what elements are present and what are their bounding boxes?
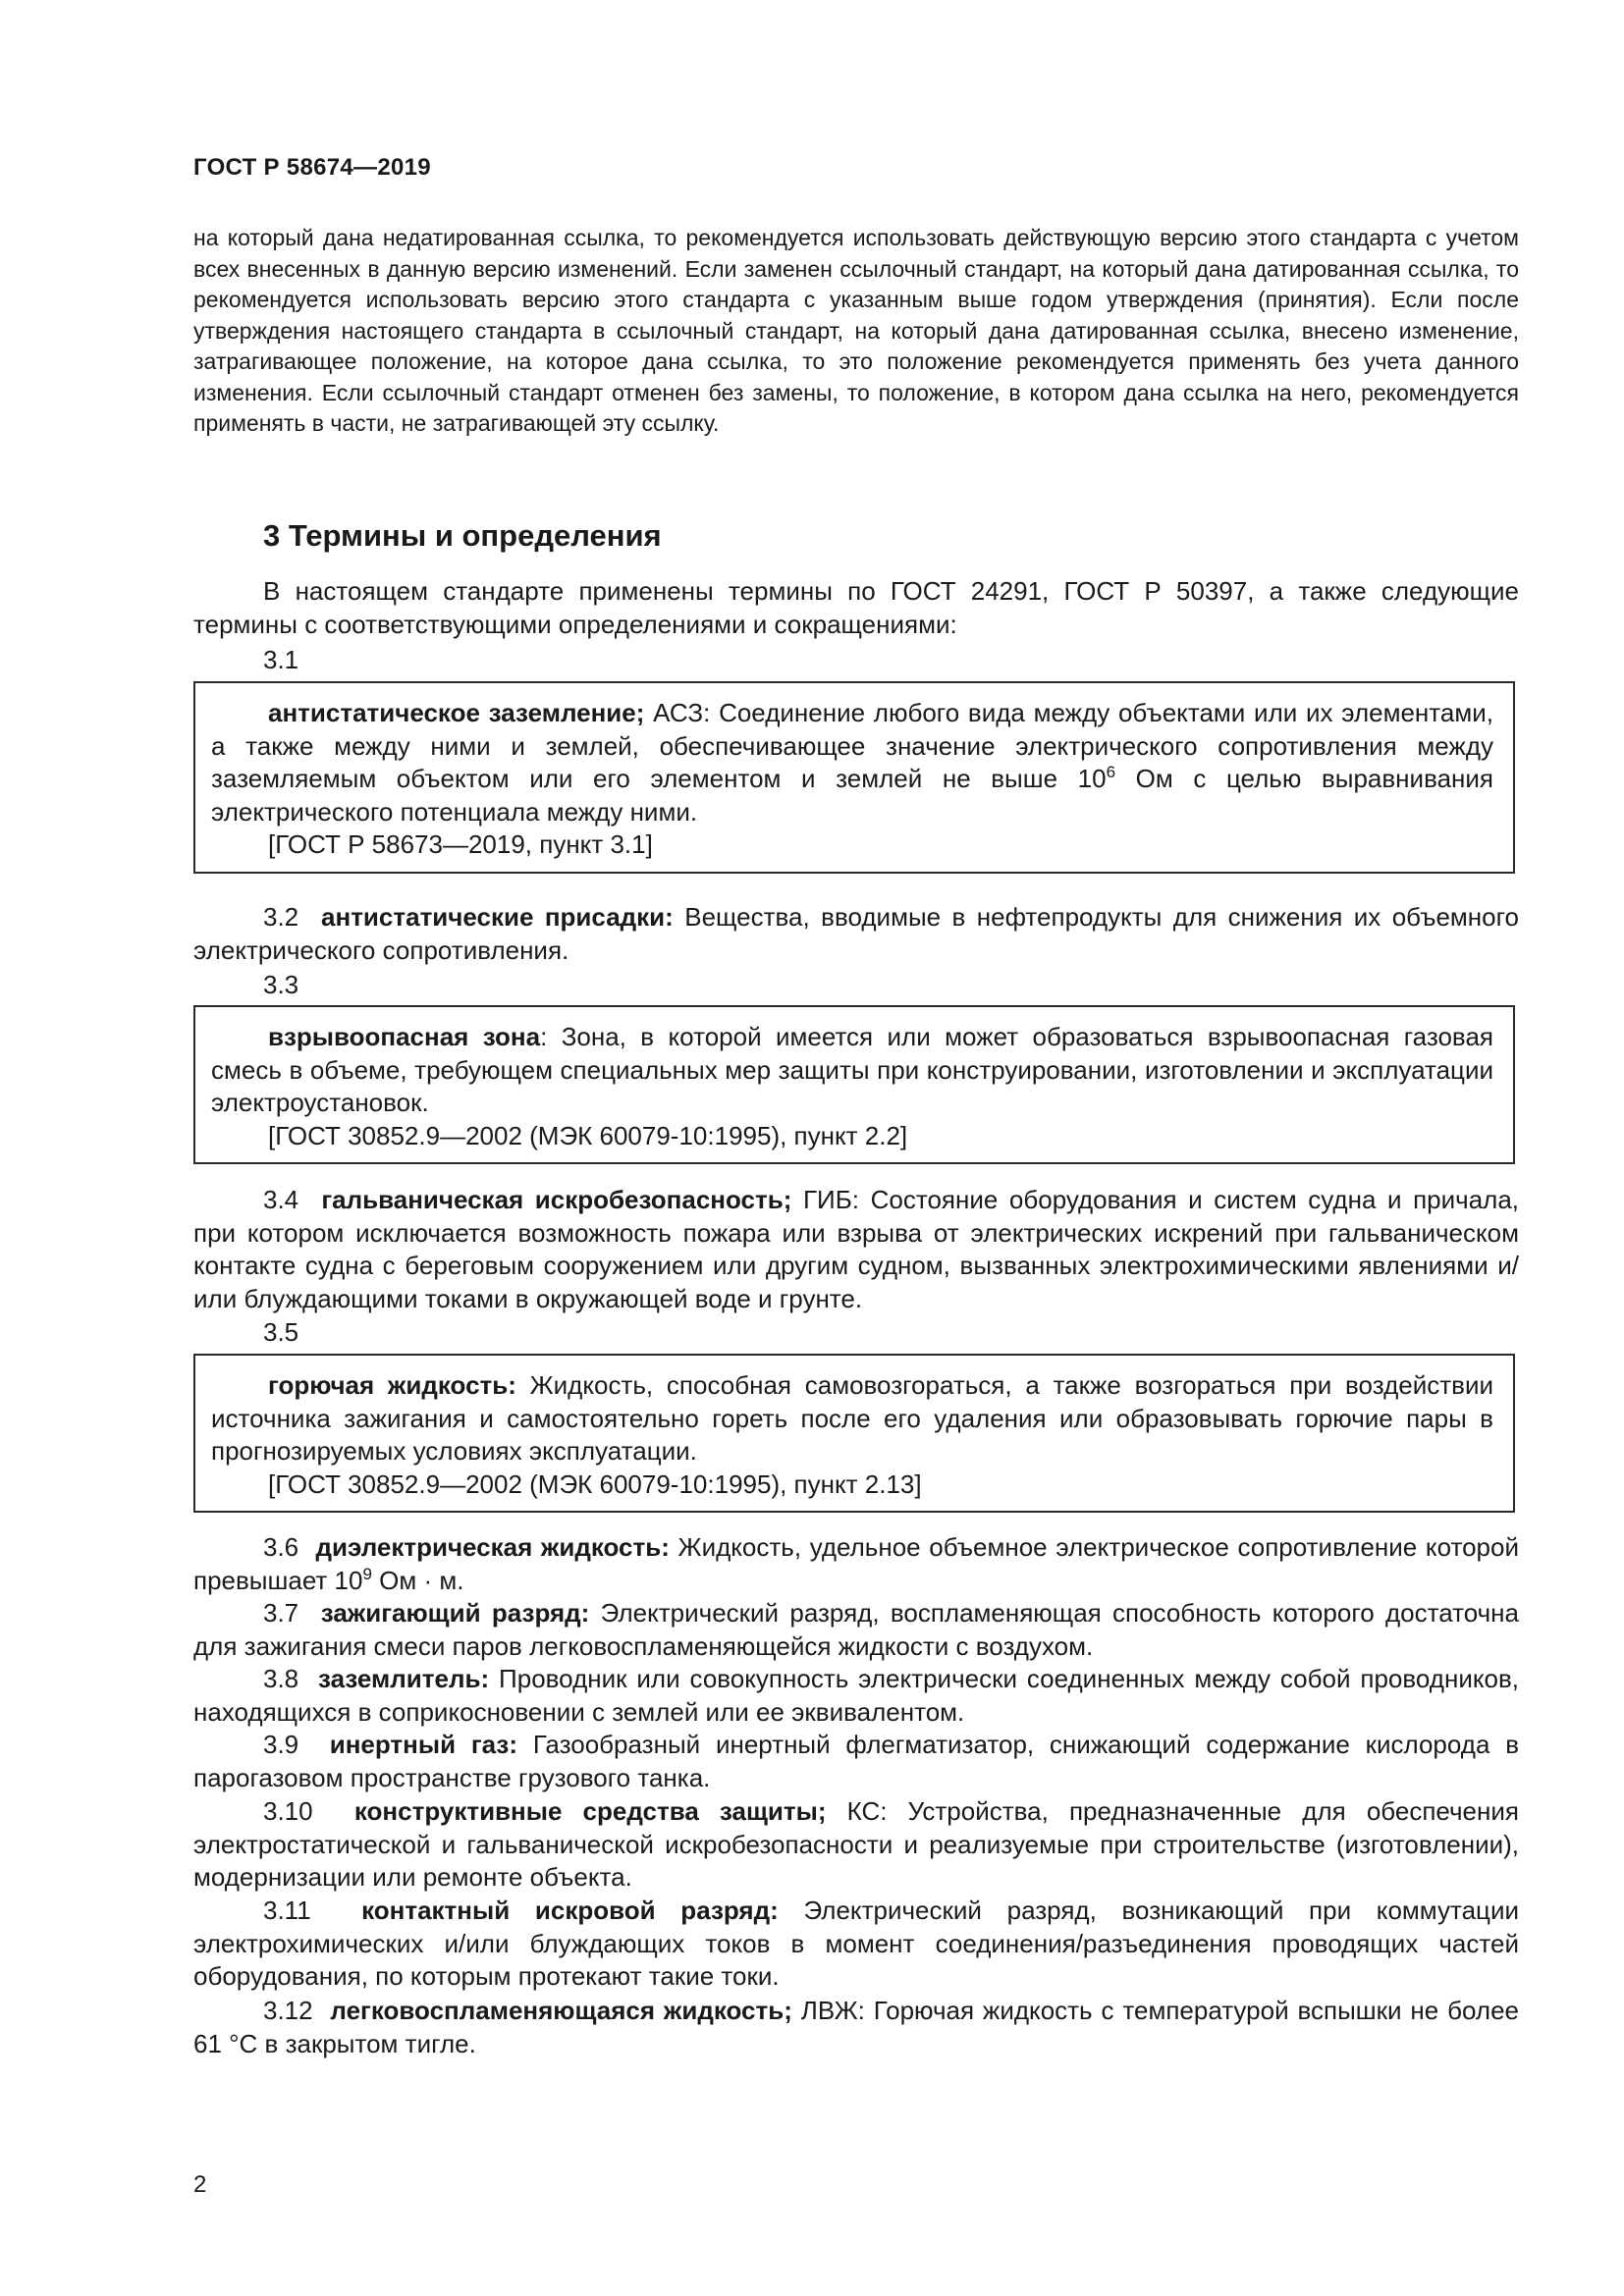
term-box-3-3 <box>193 1005 1515 1164</box>
section-title: 3 Термины и определения <box>263 518 662 553</box>
term-paragraph-3-10 <box>193 1795 1519 1895</box>
term-text: Проводник или совокупность электрически соединенных между собой проводников, находящихся в соприкосновении с землей или ее эквивалентом. <box>193 1664 1520 1727</box>
term-source: [ГОСТ 30852.9—2002 (МЭК 60079-10:1995), пункт 2.13] <box>268 1468 922 1499</box>
term-name: антистатические присадки: <box>321 902 674 932</box>
term-text: Ом · м. <box>371 1565 464 1595</box>
term-number-3-5: 3.5 <box>263 1317 299 1347</box>
term-text: Газообразный инертный флегматизатор, снижающий содержание кислорода в парогазовом пространстве грузового танка. <box>193 1730 1520 1792</box>
term-definition <box>211 697 1493 828</box>
term-text: КС: Устройства, предназначенные для обеспечения электростатической и гальванической искробезопасности и реализуемые при строительстве (изготовлении), модернизации или ремонте объекта. <box>193 1796 1519 1892</box>
exponent: 6 <box>1106 763 1116 781</box>
term-name: инертный газ: <box>329 1730 518 1759</box>
exponent: 9 <box>362 1564 372 1583</box>
term-name: антистатическое заземление; <box>268 698 645 727</box>
page-number: 2 <box>193 2171 207 2198</box>
document-header: ГОСТ Р 58674—2019 <box>193 154 431 181</box>
term-text: Жидкость, способная самовозгораться, а также возгораться при воздействии источника зажигания и самостоятельно гореть после его удаления или образовывать горючие пары в прогнозируемых условиях эксплуатации. <box>211 1370 1493 1466</box>
term-paragraph-3-9 <box>193 1729 1519 1794</box>
term-paragraph-3-2 <box>193 901 1519 967</box>
term-definition <box>211 1369 1493 1468</box>
term-name: заземлитель: <box>317 1664 490 1693</box>
term-name: конструктивные средства защиты; <box>353 1796 827 1826</box>
term-definition <box>211 1021 1493 1120</box>
term-number: 3.4 <box>263 1185 299 1214</box>
term-name: диэлектрическая жидкость: <box>315 1532 670 1562</box>
term-paragraph-3-6 <box>193 1531 1519 1597</box>
term-number: 3.10 <box>263 1796 313 1826</box>
term-paragraph-3-7 <box>193 1597 1519 1663</box>
term-paragraph-3-12 <box>193 1995 1519 2060</box>
term-name: легковоспламеняющаяся жидкость; <box>330 1996 792 2025</box>
term-box-3-5 <box>193 1354 1515 1513</box>
term-text: : Зона, в которой имеется или может образоваться взрывоопасная газовая смесь в объеме, требующем специальных мер защиты при конструировании, изготовлении и эксплуатации электроустановок. <box>211 1022 1493 1117</box>
term-text: Электрический разряд, воспламеняющая способность которого достаточна для зажигания смеси паров легковоспламеняющейся жидкости с воздухом. <box>193 1598 1519 1661</box>
term-number: 3.11 <box>263 1896 311 1925</box>
section-lead: В настоящем стандарте применены термины по ГОСТ 24291, ГОСТ Р 50397, а также следующие термины с соответствующими определениями и сокращениями: <box>193 576 1519 639</box>
term-name: зажигающий разряд: <box>320 1598 590 1628</box>
term-number: 3.12 <box>263 1996 313 2025</box>
term-text: ГИБ: Состояние оборудования и систем судна и причала, при котором исключается возможность пожара или взрыва от электрических искрений при гальваническом контакте судна с береговым сооружением или другим судном, вызванных электрохимическими явлениями и/или блуждающими токами в окружающей воде и грунте. <box>193 1185 1520 1313</box>
term-number: 3.2 <box>263 902 299 932</box>
term-text: Ом с целью выравнивания электрического потенциала между ними. <box>211 764 1494 827</box>
term-name: гальваническая искробезопасность; <box>321 1185 792 1214</box>
term-text: Электрический разряд, возникающий при коммутации электрохимических и/или блуждающих токов в момент соединения/разъединения проводящих частей оборудования, по которым протекают такие токи. <box>193 1896 1519 1991</box>
term-number: 3.6 <box>263 1532 299 1562</box>
intro-paragraph: на который дана недатированная ссылка, то рекомендуется использовать действующую версию этого стандарта с учетом всех внесенных в данную версию изменений. Если заменен ссылочный стандарт, на который дана датированная ссылка, то рекомендуется использовать версию этого стандарта с указанным выше годом утверждения (принятия). Если после утверждения настоящего стандарта в ссылочный стандарт, на который дана датированная ссылка, внесено изменение, затрагивающее положение, на которое дана ссылка, то это положение рекомендуется применять без учета данного изменения. Если ссылочный стандарт отменен без замены, то положение, в котором дана ссылка на него, рекомендуется применять в части, не затрагивающей эту ссылку. <box>193 225 1519 436</box>
term-number: 3.9 <box>263 1730 299 1759</box>
term-number-3-3: 3.3 <box>263 970 299 999</box>
term-number: 3.8 <box>263 1664 299 1693</box>
term-paragraph-3-11 <box>193 1895 1519 1994</box>
term-text: ЛВЖ: Горючая жидкость с температурой вспышки не более 61 °С в закрытом тигле. <box>193 1996 1520 2058</box>
term-source: [ГОСТ Р 58673—2019, пункт 3.1] <box>268 829 653 859</box>
term-name: горючая жидкость: <box>268 1370 516 1400</box>
term-text: Жидкость, удельное объемное электрическое сопротивление которой превышает 10 <box>193 1532 1519 1595</box>
term-text: Вещества, вводимые в нефтепродукты для снижения их объемного электрического сопротивления. <box>193 902 1519 965</box>
term-paragraph-3-4 <box>193 1184 1519 1315</box>
term-number: 3.7 <box>263 1598 299 1628</box>
term-number-3-1: 3.1 <box>263 645 299 674</box>
term-box-3-1 <box>193 681 1515 874</box>
term-text: АСЗ: Соединение любого вида между объектами или их элементами, а также между ними и землей, обеспечивающее значение электрического сопротивления между заземляемым объектом или его элементом и землей не выше 10 <box>211 698 1493 793</box>
term-name: взрывоопасная зона <box>268 1022 541 1051</box>
term-source: [ГОСТ 30852.9—2002 (МЭК 60079-10:1995), пункт 2.2] <box>268 1120 908 1150</box>
term-paragraph-3-8 <box>193 1663 1519 1729</box>
term-name: контактный искровой разряд: <box>361 1896 779 1925</box>
